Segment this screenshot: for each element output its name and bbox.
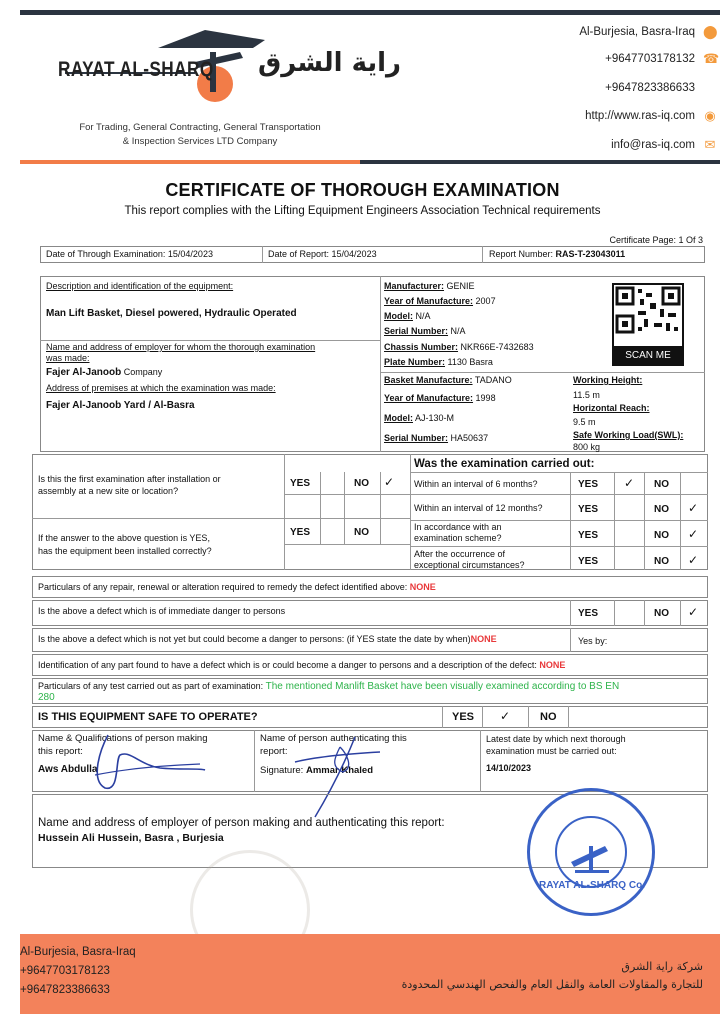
- interval-6-label: Within an interval of 6 months?: [414, 479, 538, 489]
- i12-yes[interactable]: YES: [578, 504, 599, 515]
- signature-aws-icon: [60, 730, 210, 795]
- employer-label-1: Name and address of employer for whom the thorough examination: [46, 342, 316, 352]
- basket-serial-value: HA50637: [450, 433, 489, 443]
- chassis-value: NKR66E-7432683: [460, 342, 534, 352]
- q2-yes[interactable]: YES: [290, 527, 311, 538]
- exam-date: Date of Through Examination: 15/04/2023: [46, 249, 213, 259]
- repair-text: [38, 582, 436, 593]
- q2-line-2: has the equipment been installed correctly?: [38, 546, 212, 556]
- exceptional-line-1: After the occurrence of: [414, 549, 506, 559]
- plate-label: Plate Number:: [384, 357, 446, 367]
- tests-value-2: 280: [38, 692, 55, 703]
- tagline-line-2: & Inspection Services LTD Company: [122, 136, 278, 147]
- exceptional-yes[interactable]: YES: [578, 556, 599, 567]
- contact-phone-1: [455, 51, 720, 66]
- q2-line-1: If the answer to the above question is YES,: [38, 533, 210, 543]
- mail-icon: ✉: [704, 137, 716, 152]
- phone-text-1: +9647703178132: [605, 53, 695, 65]
- basket-year-row: [384, 393, 496, 404]
- exceptional-line-2: exceptional circumstances?: [414, 560, 525, 570]
- report-number-label: Report Number:: [489, 249, 554, 259]
- report-number-value: RAS-T-23043011: [555, 249, 626, 259]
- next-date: 14/10/2023: [486, 763, 532, 773]
- manufacturer-label: Manufacturer:: [384, 281, 445, 291]
- website-text: http://www.ras-iq.com: [585, 110, 695, 122]
- model-label: Model:: [384, 311, 413, 321]
- i6-check-icon: ✓: [624, 476, 635, 490]
- top-bar: [20, 10, 720, 15]
- safe-yes[interactable]: YES: [452, 711, 475, 723]
- q1-line-2: assembly at a new site or location?: [38, 486, 179, 496]
- year-row: [384, 296, 496, 307]
- ident-label: Identification of any part found to have a defect which is or could become a danger to persons and a description of the defect:: [38, 660, 537, 670]
- logo-text-en: RAYAT AL-SHARQ: [58, 58, 214, 81]
- next-label-1: Latest date by which next thorough: [486, 734, 626, 744]
- basket-serial-label: Serial Number:: [384, 433, 449, 443]
- i6-no[interactable]: NO: [654, 479, 669, 490]
- person-label-1: Name & Qualifications of person making: [38, 733, 208, 744]
- carried-out-heading: Was the examination carried out:: [414, 458, 595, 470]
- swl-label: Safe Working Load(SWL):: [573, 430, 684, 440]
- swl-value: 800 kg: [573, 442, 601, 452]
- divider-orange: [20, 160, 360, 164]
- manufacturer-row: [384, 281, 475, 292]
- tagline-line-1: For Trading, General Contracting, General Transportation: [79, 122, 321, 133]
- scheme-no[interactable]: NO: [654, 530, 669, 541]
- footer-phone-2: +9647823386633: [20, 984, 110, 996]
- footer-ar-line-1: شركة راية الشرق: [621, 960, 703, 973]
- horizontal-reach-value: 9.5 m: [573, 417, 596, 427]
- tagline: [30, 121, 370, 149]
- year-value: 2007: [475, 296, 496, 306]
- person-name: Aws Abdulla: [38, 764, 98, 775]
- model-value: N/A: [415, 311, 431, 321]
- employer-label-2: was made:: [46, 353, 90, 363]
- report-date: Date of Report: 15/04/2023: [268, 249, 377, 259]
- page-title: CERTIFICATE OF THOROUGH EXAMINATION: [165, 180, 560, 200]
- email-text: info@ras-iq.com: [611, 139, 695, 151]
- premises-label: Address of premises at which the examination was made:: [46, 383, 276, 393]
- footer-contact: [20, 943, 136, 1000]
- immediate-check-icon: ✓: [688, 605, 699, 619]
- phone-icon: ☎: [703, 51, 720, 66]
- basket-serial-row: [384, 433, 488, 444]
- stamp-text: RAYAT AL-SHARQ Co.: [539, 880, 645, 891]
- immediate-no[interactable]: NO: [654, 608, 669, 619]
- contact-phone-2: [455, 82, 695, 94]
- q1-no[interactable]: NO: [354, 478, 369, 489]
- future-value: NONE: [470, 634, 497, 644]
- auth-label-1: Name of person authenticating this: [260, 733, 407, 744]
- safe-question: IS THIS EQUIPMENT SAFE TO OPERATE?: [38, 711, 258, 723]
- report-number: [489, 249, 625, 260]
- repair-label: Particulars of any repair, renewal or alteration required to remedy the defect identified above:: [38, 582, 408, 592]
- scan-me-label: SCAN ME: [612, 346, 684, 366]
- exceptional-check-icon: ✓: [688, 553, 699, 567]
- i12-check-icon: ✓: [688, 501, 699, 515]
- footer-phone-1: +9647703178123: [20, 965, 110, 977]
- employer-suffix: Company: [123, 367, 163, 377]
- globe-icon: ◉: [704, 108, 716, 123]
- footer-arabic: [402, 958, 703, 994]
- tests-text: [38, 681, 619, 692]
- tests-value: The mentioned Manlift Basket have been visually examined according to BS EN: [265, 681, 620, 692]
- basket-year-value: 1998: [475, 393, 496, 403]
- basket-model-value: AJ-130-M: [415, 413, 455, 423]
- horizontal-reach-label: Horizontal Reach:: [573, 403, 650, 413]
- working-height-label: Working Height:: [573, 375, 643, 385]
- footer-address: Al-Burjesia, Basra-Iraq: [20, 946, 136, 958]
- exceptional-no[interactable]: NO: [654, 556, 669, 567]
- basket-value: TADANO: [474, 375, 512, 385]
- q1-line-1: Is this the first examination after installation or: [38, 474, 221, 484]
- auth-label-2: report:: [260, 746, 288, 757]
- chassis-label: Chassis Number:: [384, 342, 459, 352]
- employer-name: Fajer Al-Janoob: [46, 367, 122, 378]
- manufacturer-value: GENIE: [446, 281, 475, 291]
- basket-model-label: Model:: [384, 413, 413, 423]
- employer-value: [46, 367, 162, 378]
- footer-ar-line-2: للتجارة والمقاولات العامة والنقل العام والفحص الهندسي المحدودة: [401, 978, 703, 991]
- equipment-desc: Man Lift Basket, Diesel powered, Hydraulic Operated: [46, 308, 297, 319]
- scheme-check-icon: ✓: [688, 527, 699, 541]
- page-subtitle: This report complies with the Lifting Equipment Engineers Association Technical requirements: [124, 205, 601, 217]
- immediate-label: Is the above a defect which is of immediate danger to persons: [38, 606, 286, 616]
- stamp-inner-ring: [555, 816, 627, 888]
- scheme-line-1: In accordance with an: [414, 522, 502, 532]
- q2-no[interactable]: NO: [354, 527, 369, 538]
- immediate-yes[interactable]: YES: [578, 608, 599, 619]
- q1-check-icon: ✓: [384, 475, 395, 489]
- chassis-row: [384, 342, 534, 353]
- contact-email: [455, 137, 716, 152]
- safe-no[interactable]: NO: [540, 711, 557, 723]
- scheme-yes[interactable]: YES: [578, 530, 599, 541]
- person-label-2: this report:: [38, 746, 83, 757]
- next-label-2: examination must be carried out:: [486, 746, 617, 756]
- scheme-line-2: examination scheme?: [414, 533, 502, 543]
- tests-label: Particulars of any test carried out as part of examination:: [38, 681, 264, 691]
- basket-row: [384, 375, 512, 386]
- contact-address: [455, 24, 718, 39]
- qr-code[interactable]: [612, 283, 684, 355]
- plate-value: 1130 Basra: [447, 357, 493, 367]
- i12-no[interactable]: NO: [654, 504, 669, 515]
- serial-row: [384, 326, 466, 337]
- stamp-pumpjack-icon: [557, 818, 625, 886]
- yes-by-label: Yes by:: [578, 636, 608, 646]
- employer-signature-label: Name and address of employer of person making and authenticating this report:: [38, 817, 445, 829]
- i6-yes[interactable]: YES: [578, 479, 599, 490]
- interval-12-label: Within an interval of 12 months?: [414, 503, 543, 513]
- future-label: Is the above a defect which is not yet but could become a danger to persons: (if YES state the date by when): [38, 634, 471, 644]
- qr-pattern-icon: [614, 285, 682, 335]
- plate-row: [384, 357, 493, 368]
- year-label: Year of Manufacture:: [384, 296, 474, 306]
- basket-label: Basket Manufacture:: [384, 375, 473, 385]
- repair-value: NONE: [409, 582, 436, 592]
- logo-text-ar: راية الشرق: [258, 48, 402, 78]
- basket-year-label: Year of Manufacture:: [384, 393, 474, 403]
- serial-value: N/A: [450, 326, 466, 336]
- ident-text: [38, 660, 565, 671]
- address-text: Al-Burjesia, Basra-Iraq: [579, 26, 695, 38]
- location-icon: ⬤: [703, 24, 718, 39]
- future-text: [38, 634, 497, 645]
- auth-name: Ammar Khaled: [305, 765, 374, 776]
- working-height-value: 11.5 m: [573, 390, 600, 400]
- serial-label: Serial Number:: [384, 326, 449, 336]
- model-row: [384, 311, 431, 322]
- ident-value: NONE: [539, 660, 566, 670]
- auth-sig-label: Signature:: [260, 765, 304, 776]
- employer-signature-value: Hussein Ali Hussein, Basra , Burjesia: [38, 832, 224, 844]
- divider-dark: [360, 160, 720, 164]
- certificate-page: Certificate Page: 1 Of 3: [609, 235, 703, 245]
- q1-yes[interactable]: YES: [290, 478, 311, 489]
- contact-website: [455, 108, 716, 123]
- premises-value: Fajer Al-Janoob Yard / Al-Basra: [46, 400, 195, 411]
- basket-model-row: [384, 413, 454, 424]
- equipment-section: [40, 276, 705, 452]
- phone-text-2: +9647823386633: [605, 82, 695, 94]
- equipment-desc-label: Description and identification of the equipment:: [46, 281, 234, 291]
- safe-check-icon: ✓: [500, 709, 511, 723]
